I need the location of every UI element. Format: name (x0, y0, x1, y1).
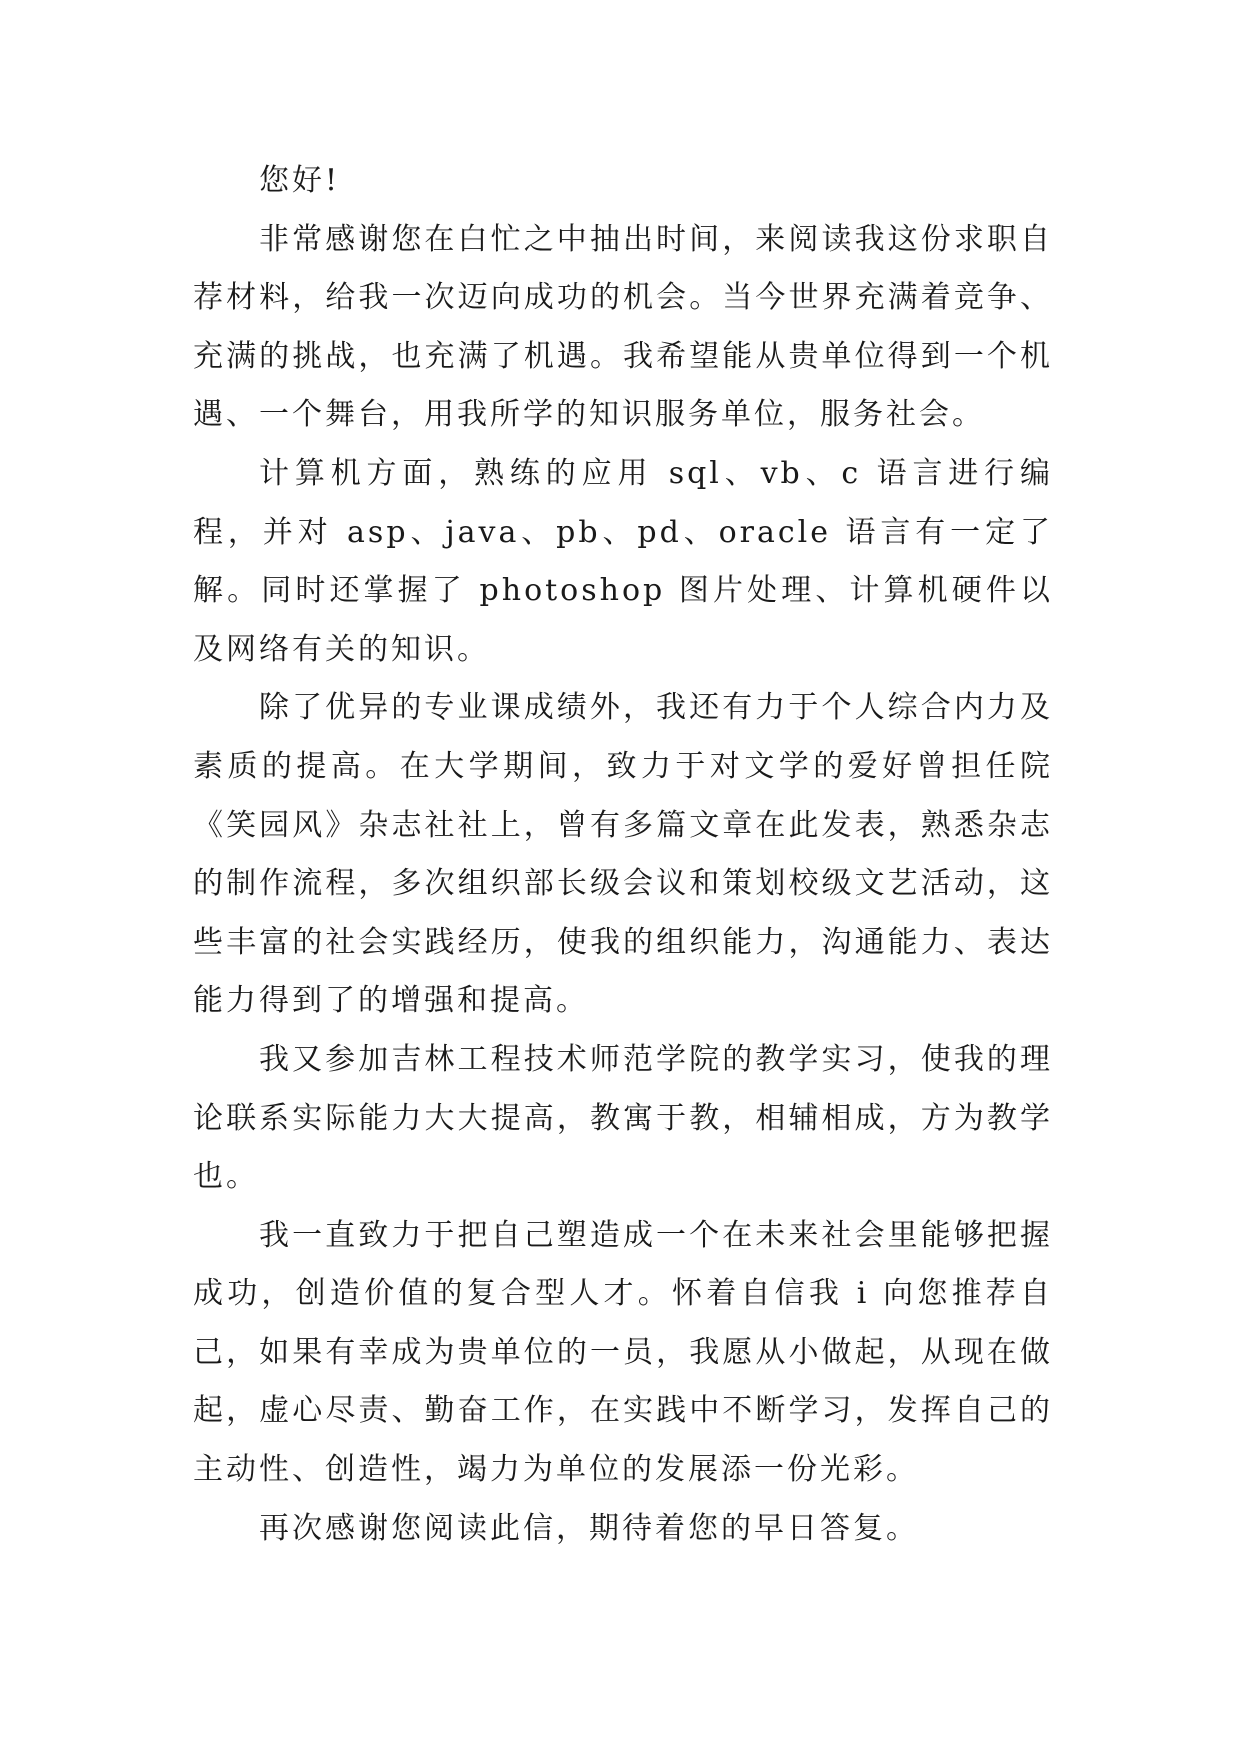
paragraph-computer-skills: 计算机方面，熟练的应用 sql、vb、c 语言进行编程，并对 asp、java、pb、pd、oracle 语言有一定了解。同时还掌握了 photoshop 图片处理、计算机硬件以及网络有关的知识。 (193, 455, 1053, 667)
cover-letter-body (193, 152, 1053, 1558)
greeting: 您好! (259, 163, 341, 198)
paragraph-thanks: 非常感谢您在白忙之中抽出时间，来阅读我这份求职自荐材料，给我一次迈向成功的机会。当今世界充满着竞争、充满的挑战，也充满了机遇。我希望能从贵单位得到一个机遇、一个舞台，用我所学的知识服务单位，服务社会。 (193, 221, 1053, 433)
paragraph-teaching-internship: 我又参加吉林工程技术师范学院的教学实习，使我的理论联系实际能力大大提高，教寓于教，相辅相成，方为教学也。 (193, 1041, 1053, 1195)
paragraph-campus-activities: 除了优异的专业课成绩外，我还有力于个人综合内力及素质的提高。在大学期间，致力于对文学的爱好曾担任院《笑园风》杂志社社上，曾有多篇文章在此发表，熟悉杂志的制作流程，多次组织部长级会议和策划校级文艺活动，这些丰富的社会实践经历，使我的组织能力，沟通能力、表达能力得到了的增强和提高。 (193, 690, 1053, 1019)
paragraph-closing: 再次感谢您阅读此信，期待着您的早日答复。 (259, 1510, 919, 1546)
paragraph-self-recommendation: 我一直致力于把自己塑造成一个在未来社会里能够把握成功，创造价值的复合型人才。怀着自信我 i 向您推荐自己，如果有幸成为贵单位的一员，我愿从小做起，从现在做起，虚心尽责、勤奋工作，在实践中不断学习，发挥自己的主动性、创造性，竭力为单位的发展添一份光彩。 (193, 1217, 1053, 1488)
